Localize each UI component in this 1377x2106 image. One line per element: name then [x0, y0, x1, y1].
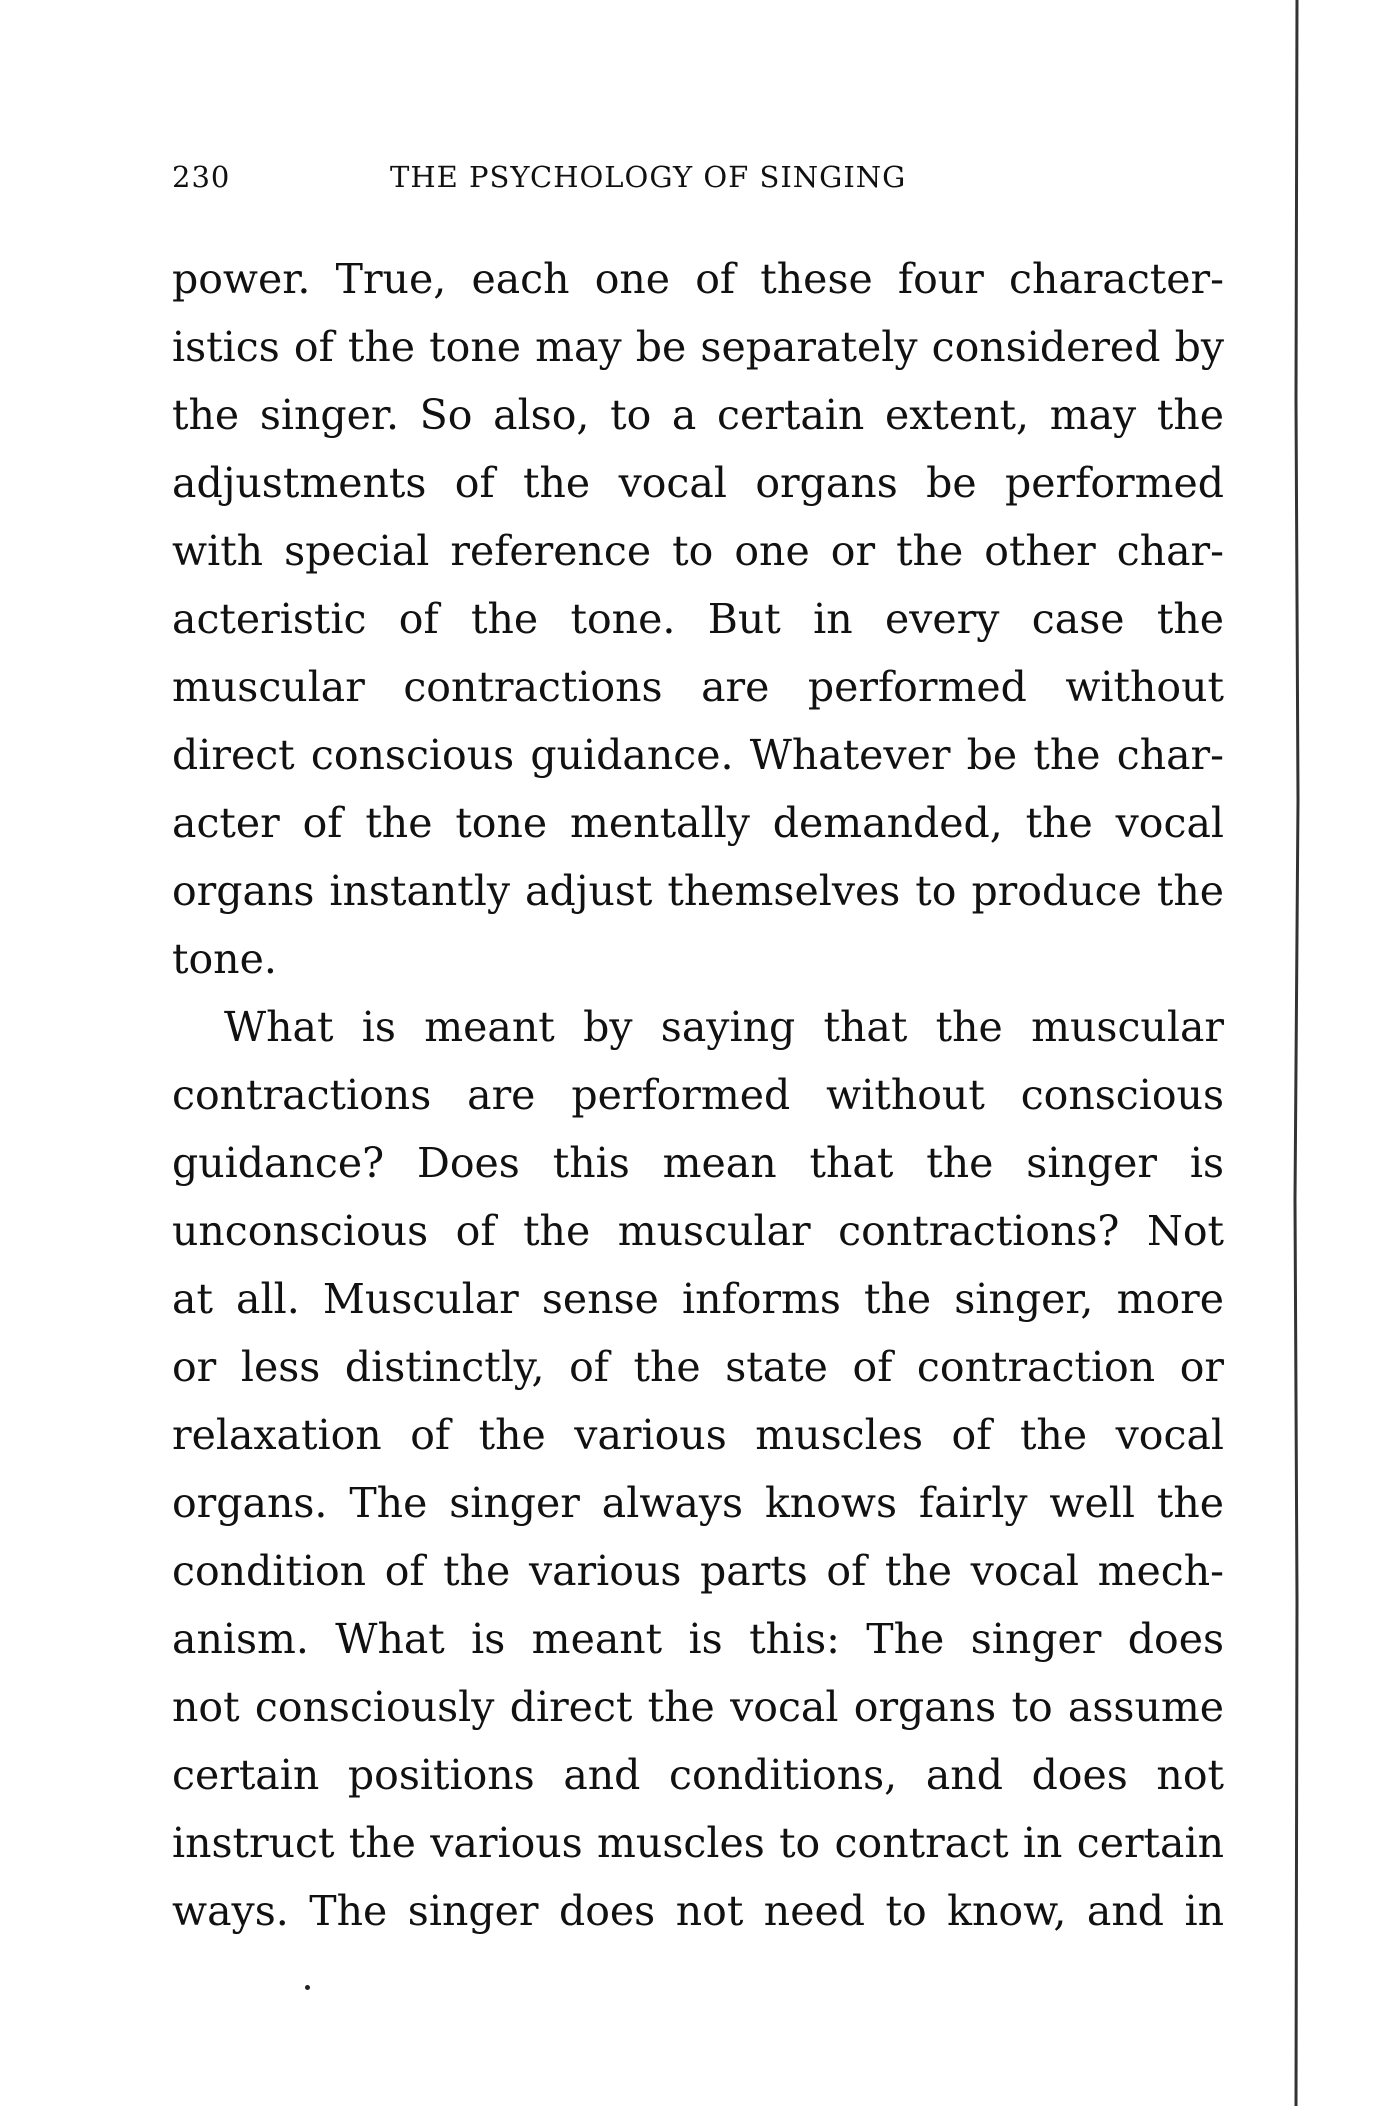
text-line: What is meant by saying that the muscular: [224, 1003, 1224, 1051]
text-line: unconscious of the muscular contractions? Not: [172, 1207, 1224, 1255]
text-line: instruct the various muscles to contract in certain: [172, 1819, 1224, 1867]
text-line: at all. Muscular sense informs the singer, more: [172, 1275, 1224, 1323]
text-line: tone.: [172, 935, 277, 983]
text-line: power. True, each one of these four character-: [172, 255, 1224, 303]
text-line: organs instantly adjust themselves to produce the: [172, 867, 1224, 915]
text-line: not consciously direct the vocal organs to assume: [172, 1683, 1224, 1731]
text-line: ways. The singer does not need to know, and in: [172, 1887, 1224, 1935]
text-line: contractions are performed without conscious: [172, 1071, 1224, 1119]
text-line: istics of the tone may be separately considered by: [172, 323, 1224, 371]
text-line: acteristic of the tone. But in every case the: [172, 595, 1224, 643]
text-line: relaxation of the various muscles of the vocal: [172, 1411, 1224, 1459]
running-header: [172, 160, 1224, 200]
scan-edge-artifact: [1292, 0, 1302, 2106]
text-line: the singer. So also, to a certain extent, may the: [172, 391, 1224, 439]
text-line: anism. What is meant is this: The singer does: [172, 1615, 1224, 1663]
running-title: THE PSYCHOLOGY OF SINGING: [390, 160, 907, 194]
print-speck: [305, 1985, 310, 1990]
text-line: guidance? Does this mean that the singer is: [172, 1139, 1224, 1187]
text-line: certain positions and conditions, and does not: [172, 1751, 1224, 1799]
text-line: with special reference to one or the other char-: [172, 527, 1224, 575]
page-body: [172, 245, 1224, 1945]
text-line: organs. The singer always knows fairly well the: [172, 1479, 1224, 1527]
text-line: condition of the various parts of the vocal mech-: [172, 1547, 1224, 1595]
page-number: 230: [172, 160, 231, 194]
text-line: acter of the tone mentally demanded, the vocal: [172, 799, 1224, 847]
text-line: muscular contractions are performed without: [172, 663, 1224, 711]
text-line: direct conscious guidance. Whatever be the char-: [172, 731, 1224, 779]
text-line: or less distinctly, of the state of contraction or: [172, 1343, 1224, 1391]
text-line: adjustments of the vocal organs be performed: [172, 459, 1224, 507]
